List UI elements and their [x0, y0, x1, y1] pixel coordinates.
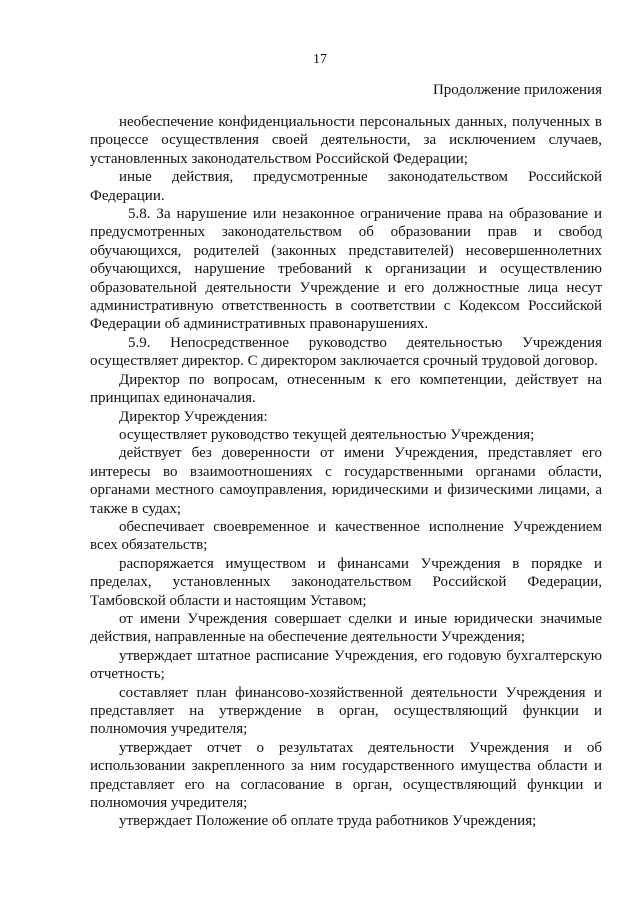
- paragraph: осуществляет руководство текущей деятельностью Учреждения;: [119, 426, 535, 443]
- paragraph: 5.8. За нарушение или незаконное ограничение права на образование и предусмотренных законодательством об образовании прав и свобод обучающихся, родителей (законных представителей) несовершеннолетних обучающихся, нарушение требований к организации и осуществлению образовательной деятельности Учреждение и его должностные лица несут административную ответственность в соответствии с Кодексом Российской Федерации об административных правонарушениях.: [90, 206, 602, 333]
- page-number: 17: [313, 52, 327, 67]
- paragraph: утверждает Положение об оплате труда работников Учреждения;: [119, 813, 537, 830]
- paragraph: обеспечивает своевременное и качественное исполнение Учреждением всех обязательств;: [90, 518, 602, 554]
- paragraph: иные действия, предусмотренные законодательством Российской Федерации.: [90, 169, 602, 204]
- paragraph: Директор по вопросам, отнесенным к его компетенции, действует на принципах единоначалия.: [90, 371, 602, 407]
- paragraph: утверждает отчет о результатах деятельности Учреждения и об использовании закрепленного за ним государственного имущества области и представляет его на согласование в орган, осуществляющий функции и полномочия учредителя;: [90, 739, 602, 812]
- paragraph: необеспечение конфиденциальности персональных данных, полученных в процессе осуществления своей деятельности, за исключением случаев, установленных законодательством Российской Федерации;: [90, 114, 602, 167]
- paragraph: 5.9. Непосредственное руководство деятельностью Учреждения осуществляет директор. С директором заключается срочный трудовой договор.: [90, 334, 602, 370]
- paragraph: действует без доверенности от имени Учреждения, представляет его интересы во взаимоотношениях с государственными органами области, органами местного самоуправления, юридическими и физическими лицами, а также в судах;: [90, 445, 602, 517]
- paragraph: от имени Учреждения совершает сделки и иные юридически значимые действия, направленные на обеспечение деятельности Учреждения;: [90, 610, 602, 646]
- appendix-continuation-note: Продолжение приложения: [432, 82, 602, 98]
- paragraph: составляет план финансово-хозяйственной деятельности Учреждения и представляет на утверждение в орган, осуществляющий функции и полномочия учредителя;: [90, 684, 602, 738]
- document-body: [90, 113, 602, 831]
- paragraph: Директор Учреждения:: [119, 408, 268, 425]
- paragraph: распоряжается имуществом и финансами Учреждения в порядке и пределах, установленных законодательством Российской Федерации, Тамбовской области и настоящим Уставом;: [90, 555, 602, 609]
- paragraph: утверждает штатное расписание Учреждения, его годовую бухгалтерскую отчетность;: [90, 647, 602, 683]
